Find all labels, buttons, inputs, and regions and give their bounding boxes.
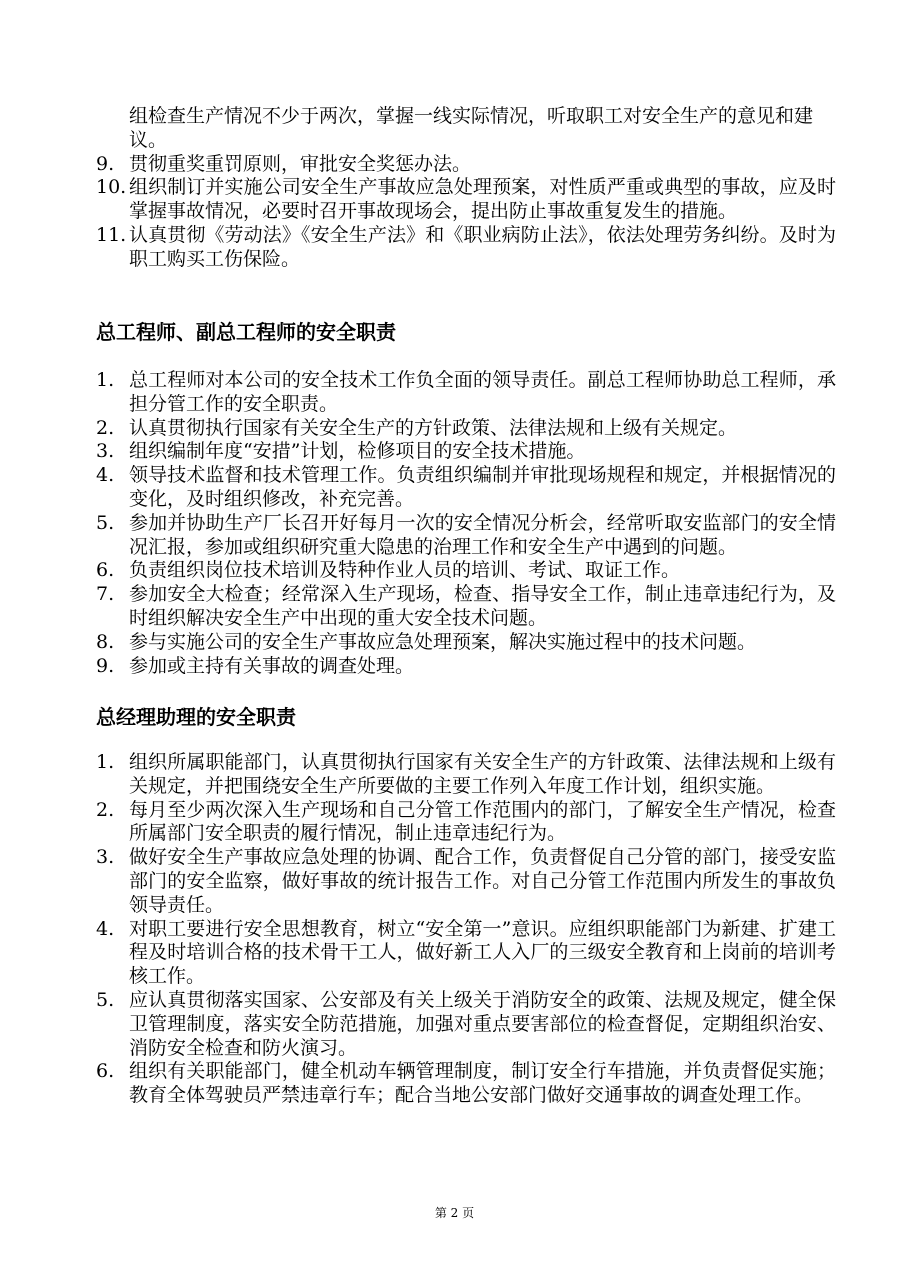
list-item-number: 7. (96, 583, 115, 606)
page-number: 第 2 页 (434, 1206, 475, 1220)
list-item-text: 贯彻重奖重罚原则，审批安全奖惩办法。 (129, 152, 472, 175)
list-item-number: 5. (96, 988, 115, 1011)
list-item-text: 参与实施公司的安全生产事故应急处理预案，解决实施过程中的技术问题。 (129, 630, 757, 653)
section-heading-chief-engineer: 总工程师、副总工程师的安全职责 (96, 320, 396, 344)
list-item-text: 组织编制年度“安措”计划，检修项目的安全技术措施。 (129, 440, 586, 463)
list-item-text: 参加并协助生产厂长召开好每月一次的安全情况分析会，经常听取安监部门的安全情况汇报，参加或组织研究重大隐患的治理工作和安全生产中遇到的问题。 (129, 511, 836, 558)
list-item-text: 应认真贯彻落实国家、公安部及有关上级关于消防安全的政策、法规及规定，健全保卫管理制度，落实安全防范措施，加强对重点要害部位的检查督促，定期组织治安、消防安全检查和防火演习。 (129, 988, 836, 1059)
list-item (96, 918, 836, 989)
list-item-number: 8. (96, 630, 115, 653)
list-item (96, 846, 836, 917)
list-item-number: 9. (96, 152, 115, 175)
list-item-number: 5. (96, 511, 115, 534)
list-item-text: 每月至少两次深入生产现场和自己分管工作范围内的部门，了解安全生产情况，检查所属部门安全职责的履行情况，制止违章违纪行为。 (129, 798, 836, 845)
list-item-text: 组织所属职能部门，认真贯彻执行国家有关安全生产的方针政策、法律法规和上级有关规定，并把围绕安全生产所要做的主要工作列入年度工作计划，组织实施。 (129, 751, 836, 797)
section3-list (96, 751, 836, 1108)
list-item-text: 参加安全大检查；经常深入生产现场，检查、指导安全工作，制止违章违纪行为，及时组织解决安全生产中出现的重大安全技术问题。 (129, 583, 836, 629)
list-item-number: 3. (96, 846, 115, 869)
list-item (96, 440, 836, 464)
list-item-text: 负责组织岗位技术培训及特种作业人员的培训、考试、取证工作。 (129, 559, 681, 582)
continuation-block (96, 105, 836, 153)
list-item-number: 3. (96, 440, 115, 463)
list-item (96, 464, 836, 512)
list-item (96, 1060, 836, 1108)
list-item-text: 做好安全生产事故应急处理的协调、配合工作，负责督促自己分管的部门，接受安监部门的安全监察，做好事故的统计报告工作。对自己分管工作范围内所发生的事故负领导责任。 (129, 846, 836, 916)
list-item (96, 417, 836, 441)
list-item-text: 认真贯彻执行国家有关安全生产的方针政策、法律法规和上级有关规定。 (129, 416, 738, 439)
section2-list (96, 369, 836, 678)
list-item-number: 6. (96, 1060, 115, 1083)
list-item-number: 2. (96, 416, 115, 439)
list-item-number: 1. (96, 751, 115, 773)
list-item-number: 4. (96, 464, 115, 487)
list-item-number: 9. (96, 654, 115, 677)
list-item-number: 11. (96, 223, 127, 246)
section-heading-assistant-manager: 总经理助理的安全职责 (96, 705, 296, 729)
list-item (96, 989, 836, 1060)
list-item-text: 领导技术监督和技术管理工作。负责组织编制并审批现场规程和规定，并根据情况的变化，及时组织修改，补充完善。 (129, 464, 836, 510)
continuation-text: 组检查生产情况不少于两次，掌握一线实际情况，听取职工对安全生产的意见和建议。 (129, 105, 814, 151)
list-item (96, 369, 836, 417)
list-item-text: 组织有关职能部门，健全机动车辆管理制度，制订安全行车措施，并负责督促实施；教育全体驾驶员严禁违章行车；配合当地公安部门做好交通事故的调查处理工作。 (129, 1060, 836, 1107)
list-item (96, 512, 836, 560)
list-item-number: 2. (96, 798, 115, 821)
list-item (96, 153, 836, 177)
list-item (96, 176, 836, 224)
list-item-text: 认真贯彻《劳动法》《安全生产法》和《职业病防止法》，依法处理劳务纠纷。及时为职工购买工伤保险。 (129, 223, 836, 270)
list-item-number: 1. (96, 369, 115, 391)
list-item-text: 对职工要进行安全思想教育，树立“安全第一”意识。应组织职能部门为新建、扩建工程及时培训合格的技术骨干工人，做好新工人入厂的三级安全教育和上岗前的培训考核工作。 (129, 917, 836, 988)
list-item (96, 751, 836, 799)
list-item-text: 参加或主持有关事故的调查处理。 (129, 654, 415, 677)
list-item (96, 559, 836, 583)
list-item (96, 583, 836, 631)
list-item-number: 10. (96, 176, 127, 199)
list-item-number: 6. (96, 559, 115, 582)
list-item (96, 655, 836, 679)
list-item (96, 224, 836, 272)
list-item (96, 799, 836, 847)
list-item-number: 4. (96, 917, 115, 940)
list-item-text: 总工程师对本公司的安全技术工作负全面的领导责任。副总工程师协助总工程师，承担分管工作的安全职责。 (129, 369, 836, 415)
section1-tail-list (96, 153, 836, 272)
list-item (96, 631, 836, 655)
list-item-text: 组织制订并实施公司安全生产事故应急处理预案，对性质严重或典型的事故，应及时掌握事故情况，必要时召开事故现场会，提出防止事故重复发生的措施。 (129, 176, 836, 223)
